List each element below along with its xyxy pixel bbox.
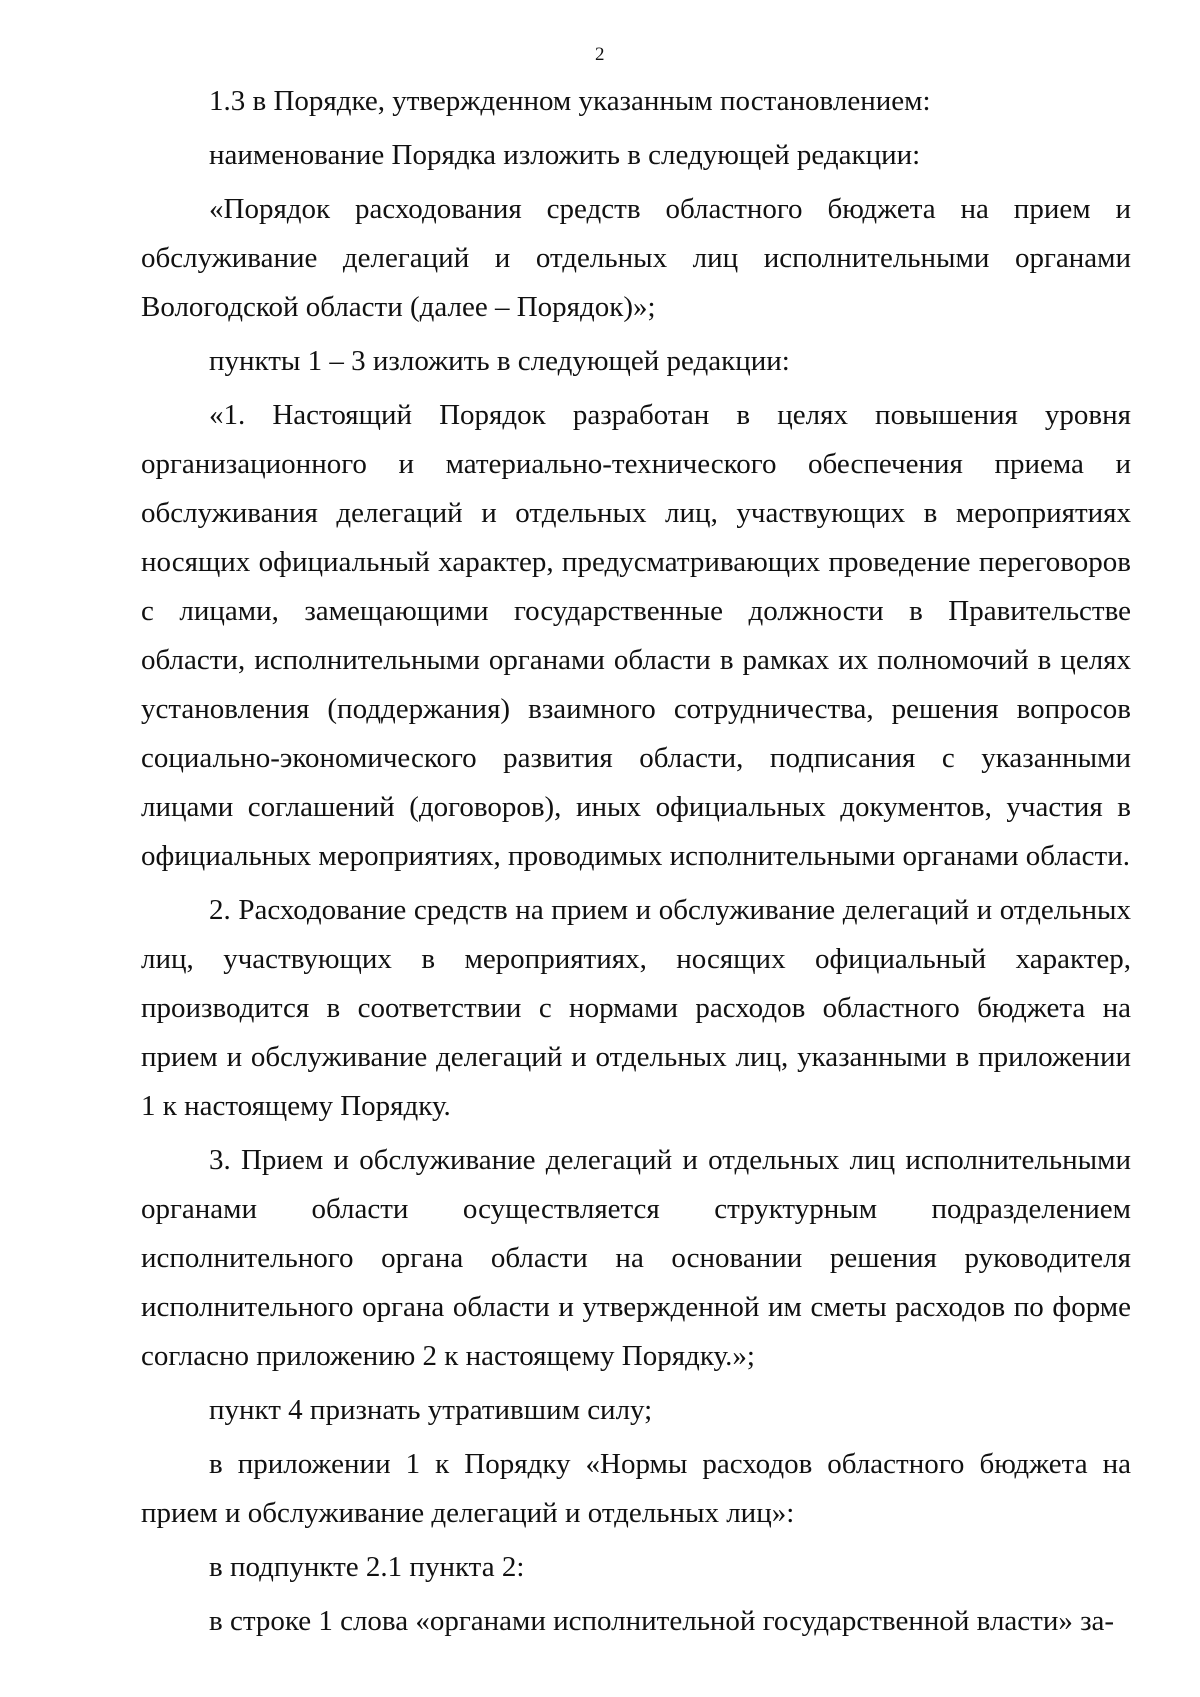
paragraph-subpoint-2-1: в подпункте 2.1 пункта 2: [209, 1551, 525, 1583]
paragraph-point-3: 3. Прием и обслуживание делегаций и отдельных лиц исполнительными органами области осуществляется структурным подразделением исполнительного органа области на основании решения руководителя исполнительного органа области и утвержденной им сметы расходов по форме согласно приложению 2 к настоящему Порядку.»; [141, 1144, 1131, 1372]
paragraph-point-1: «1. Настоящий Порядок разработан в целях повышения уровня организационного и материально-технического обеспечения приема и обслуживания делегаций и отдельных лиц, участвующих в мероприятиях носящих официальный характер, предусматривающих проведение переговоров с лицами, замещающими государственные должности в Правительстве области, исполнительными органами области в рамках их полномочий в целях установления (поддержания) взаимного сотрудничества, решения вопросов социально-экономического развития области, подписания с указанными лицами соглашений (договоров), иных официальных документов, участия в официальных мероприятиях, проводимых исполнительными органами области. [141, 399, 1131, 872]
paragraph-point-2: 2. Расходование средств на прием и обслуживание делегаций и отдельных лиц, участвующих в мероприятиях, носящих официальный характер, производится в соответствии с нормами расходов областного бюджета на прием и обслуживание делегаций и отдельных лиц, указанными в приложении 1 к настоящему Порядку. [141, 894, 1131, 1122]
paragraph-point-4-repeal: пункт 4 признать утратившим силу; [209, 1394, 653, 1426]
document-body [141, 72, 1131, 1646]
paragraph-line-1: в строке 1 слова «органами исполнительной государственной власти» за- [209, 1605, 1115, 1637]
paragraph-points-1-3-intro: пункты 1 – 3 изложить в следующей редакции: [209, 345, 790, 377]
paragraph-appendix-1: в приложении 1 к Порядку «Нормы расходов областного бюджета на прием и обслуживание делегаций и отдельных лиц»: [141, 1448, 1131, 1529]
page-number: 2 [595, 44, 605, 65]
paragraph-1-3-intro: 1.3 в Порядке, утвержденном указанным постановлением: [209, 85, 931, 117]
paragraph-title-change: наименование Порядка изложить в следующей редакции: [209, 139, 921, 171]
paragraph-new-title: «Порядок расходования средств областного бюджета на прием и обслуживание делегаций и отдельных лиц исполнительными органами Вологодской области (далее – Порядок)»; [141, 193, 1131, 323]
